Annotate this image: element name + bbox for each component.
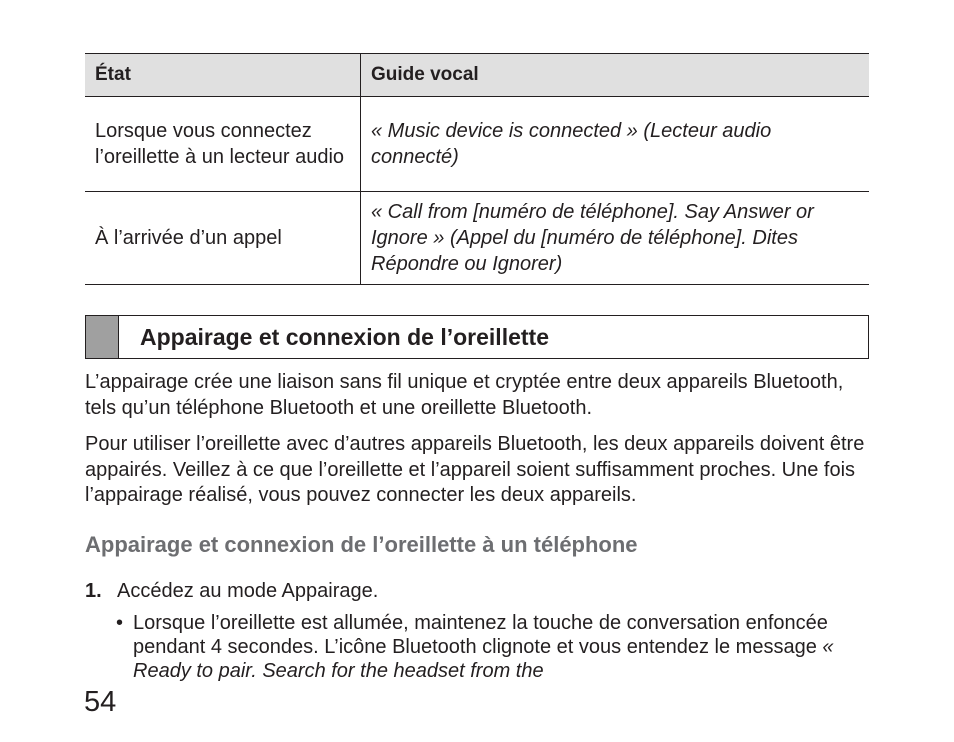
step-item (85, 579, 378, 604)
table-cell-voice: « Call from [numéro de téléphone]. Say Answer or Ignore » (Appel du [numéro de téléphone]. Dites Répondre ou Ignorer) (361, 192, 870, 285)
voice-guide-table (85, 53, 869, 285)
subsection-title: Appairage et connexion de l’oreillette à un téléphone (85, 532, 638, 557)
body-paragraph: Pour utiliser l’oreillette avec d’autres appareils Bluetooth, les deux appareils doivent être appairés. Veillez à ce que l’oreillette et l’appareil soient suffisamment proches. Une fois l’appairage réalisé, vous pouvez connecter les deux appareils. (85, 433, 865, 506)
column-header-voice-guide: Guide vocal (361, 54, 870, 97)
bullet-item (116, 611, 856, 683)
step-number: 1. (85, 580, 102, 602)
column-header-state: État (85, 54, 361, 97)
bullet-body: Lorsque l’oreillette est allumée, maintenez la touche de conversation enfoncée pendant 4 secondes. L’icône Bluetooth clignote et vous entendez le message (133, 612, 828, 658)
bullet-symbol: • (116, 612, 124, 634)
table-row (85, 192, 869, 285)
section-heading-box (85, 315, 869, 359)
table-cell-state: À l’arrivée d’un appel (85, 192, 361, 285)
table-cell-voice: « Music device is connected » (Lecteur audio connecté) (361, 97, 870, 192)
bullet-text (133, 611, 856, 683)
section-marker (86, 316, 119, 358)
table-row (85, 97, 869, 192)
section-title: Appairage et connexion de l’oreillette (140, 323, 549, 350)
bullet-quote: « Ready to pair. Search for the headset from the (133, 636, 834, 682)
table-header-row (85, 54, 869, 97)
page-number: 54 (84, 686, 117, 718)
step-text: Accédez au mode Appairage. (117, 580, 379, 602)
table-cell-state: Lorsque vous connectez l’oreillette à un lecteur audio (85, 97, 361, 192)
body-paragraph: L’appairage crée une liaison sans fil unique et cryptée entre deux appareils Bluetooth, tels qu’un téléphone Bluetooth et une oreillette Bluetooth. (85, 371, 844, 419)
